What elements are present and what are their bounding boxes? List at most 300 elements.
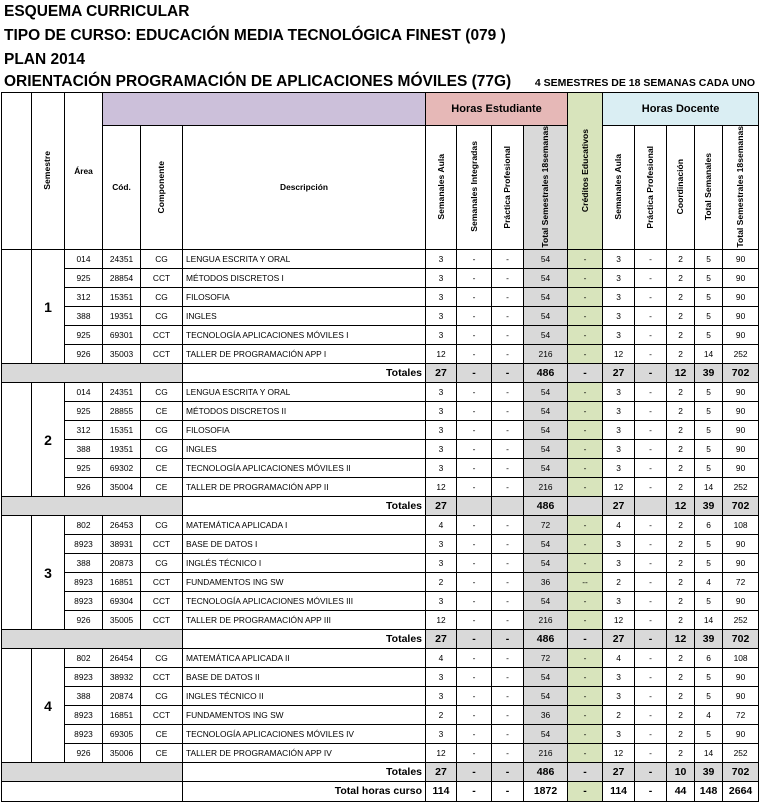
total-doc-total-semanales: 39 <box>695 364 723 383</box>
cell-componente: CE <box>141 725 183 744</box>
cell-cod: 28854 <box>103 269 141 288</box>
cell-est-semanales-aula: 3 <box>426 668 457 687</box>
cell-cod: 16851 <box>103 706 141 725</box>
cell-est-semanales-aula: 3 <box>426 307 457 326</box>
cell-doc-coordinacion: 2 <box>667 687 695 706</box>
cell-componente: CE <box>141 744 183 763</box>
cell-doc-total-semestrales: 90 <box>723 269 759 288</box>
table-row <box>2 307 759 326</box>
cell-doc-semanales-aula: 4 <box>603 516 635 535</box>
cell-doc-coordinacion: 2 <box>667 402 695 421</box>
cell-cod: 38931 <box>103 535 141 554</box>
cell-area: 926 <box>65 478 103 497</box>
cell-componente: CCT <box>141 345 183 364</box>
semester-number: 4 <box>32 649 65 763</box>
cell-est-semanales-integradas: - <box>457 573 492 592</box>
cell-doc-total-semanales: 5 <box>695 326 723 345</box>
totals-row <box>2 364 759 383</box>
table-row <box>2 478 759 497</box>
cell-est-total: 54 <box>524 592 568 611</box>
grand-doc-semanales-aula: 114 <box>603 782 635 802</box>
cell-doc-total-semanales: 4 <box>695 706 723 725</box>
cell-doc-total-semanales: 5 <box>695 383 723 402</box>
cell-est-practica: - <box>492 288 524 307</box>
table-row <box>2 725 759 744</box>
grand-est-semanales-integradas: - <box>457 782 492 802</box>
cell-area: 925 <box>65 402 103 421</box>
total-doc-coordinacion: 10 <box>667 763 695 782</box>
row-blank <box>2 250 32 364</box>
cell-doc-semanales-aula: 3 <box>603 535 635 554</box>
cell-creditos: - <box>568 687 603 706</box>
cell-area: 926 <box>65 611 103 630</box>
col-semestre: Semestre <box>32 93 65 250</box>
cell-cod: 15351 <box>103 288 141 307</box>
total-doc-semanales-aula: 27 <box>603 364 635 383</box>
table-row <box>2 706 759 725</box>
cell-doc-coordinacion: 2 <box>667 288 695 307</box>
table-row <box>2 326 759 345</box>
cell-doc-total-semestrales: 90 <box>723 668 759 687</box>
cell-doc-semanales-aula: 4 <box>603 649 635 668</box>
cell-cod: 19351 <box>103 440 141 459</box>
cell-est-total: 36 <box>524 573 568 592</box>
cell-area: 8923 <box>65 706 103 725</box>
row-blank <box>2 516 32 630</box>
semester-number: 2 <box>32 383 65 497</box>
totals-row <box>2 763 759 782</box>
cell-est-practica: - <box>492 649 524 668</box>
total-doc-practica: - <box>635 630 667 649</box>
cell-est-semanales-integradas: - <box>457 269 492 288</box>
cell-doc-coordinacion: 2 <box>667 611 695 630</box>
cell-descripcion: FILOSOFIA <box>183 421 426 440</box>
cell-est-total: 216 <box>524 611 568 630</box>
cell-doc-total-semanales: 5 <box>695 459 723 478</box>
total-est-semanales-aula: 27 <box>426 497 457 516</box>
cell-doc-coordinacion: 2 <box>667 668 695 687</box>
cell-doc-total-semanales: 6 <box>695 516 723 535</box>
cell-est-total: 216 <box>524 345 568 364</box>
cell-doc-total-semanales: 5 <box>695 687 723 706</box>
cell-est-semanales-integradas: - <box>457 535 492 554</box>
cell-doc-coordinacion: 2 <box>667 383 695 402</box>
cell-doc-total-semestrales: 90 <box>723 440 759 459</box>
grand-total-row <box>2 782 759 802</box>
cell-cod: 38932 <box>103 668 141 687</box>
grand-doc-total-semestrales: 2664 <box>723 782 759 802</box>
cell-doc-total-semanales: 5 <box>695 535 723 554</box>
total-creditos: - <box>568 630 603 649</box>
cell-est-semanales-integradas: - <box>457 706 492 725</box>
cell-est-total: 72 <box>524 516 568 535</box>
cell-cod: 35003 <box>103 345 141 364</box>
col-creditos: Créditos Educativos <box>568 93 603 250</box>
totals-row <box>2 630 759 649</box>
totals-label: Totales <box>183 763 426 782</box>
cell-cod: 24351 <box>103 383 141 402</box>
plan-label: PLAN 2014 <box>4 51 85 68</box>
cell-componente: CCT <box>141 573 183 592</box>
table-row <box>2 744 759 763</box>
cell-descripcion: BASE DE DATOS I <box>183 535 426 554</box>
cell-doc-semanales-aula: 3 <box>603 402 635 421</box>
col-est-practica: Práctica Profesional <box>492 126 524 250</box>
cell-descripcion: INGLES <box>183 307 426 326</box>
cell-est-semanales-aula: 2 <box>426 706 457 725</box>
cell-doc-practica: - <box>635 288 667 307</box>
cell-area: 802 <box>65 649 103 668</box>
grand-est-practica: - <box>492 782 524 802</box>
cell-cod: 35005 <box>103 611 141 630</box>
cell-componente: CCT <box>141 269 183 288</box>
cell-descripcion: MATEMÁTICA APLICADA I <box>183 516 426 535</box>
cell-est-semanales-integradas: - <box>457 611 492 630</box>
cell-descripcion: BASE DE DATOS II <box>183 668 426 687</box>
total-creditos: - <box>568 763 603 782</box>
col-cod: Cód. <box>103 126 141 250</box>
total-est-total: 486 <box>524 630 568 649</box>
cell-doc-semanales-aula: 3 <box>603 725 635 744</box>
cell-doc-total-semanales: 5 <box>695 307 723 326</box>
cell-est-practica: - <box>492 269 524 288</box>
cell-est-semanales-integradas: - <box>457 440 492 459</box>
cell-creditos: - <box>568 402 603 421</box>
col-doc-practica: Práctica Profesional <box>635 126 667 250</box>
orientation-label: ORIENTACIÓN PROGRAMACIÓN DE APLICACIONES MÓVILES (77G) <box>4 73 512 90</box>
cell-doc-total-semestrales: 90 <box>723 402 759 421</box>
total-doc-total-semanales: 39 <box>695 630 723 649</box>
document-title: ESQUEMA CURRICULAR <box>4 3 190 20</box>
table-row <box>2 611 759 630</box>
cell-doc-total-semanales: 5 <box>695 725 723 744</box>
cell-est-practica: - <box>492 250 524 269</box>
total-est-total: 486 <box>524 364 568 383</box>
cell-descripcion: MÉTODOS DISCRETOS II <box>183 402 426 421</box>
horas-docente-header: Horas Docente <box>603 93 759 126</box>
col-doc-semanales-aula: Semanales Aula <box>603 126 635 250</box>
col-area: Área <box>65 93 103 250</box>
cell-area: 8923 <box>65 668 103 687</box>
cell-doc-total-semestrales: 90 <box>723 725 759 744</box>
table-row <box>2 269 759 288</box>
cell-est-practica: - <box>492 592 524 611</box>
cell-doc-practica: - <box>635 554 667 573</box>
cell-est-semanales-aula: 12 <box>426 744 457 763</box>
cell-creditos: - <box>568 421 603 440</box>
cell-est-semanales-aula: 3 <box>426 592 457 611</box>
cell-est-practica: - <box>492 535 524 554</box>
purple-header-band <box>103 93 426 126</box>
cell-est-total: 54 <box>524 668 568 687</box>
table-row <box>2 459 759 478</box>
cell-doc-total-semestrales: 108 <box>723 516 759 535</box>
total-est-total: 486 <box>524 497 568 516</box>
total-est-semanales-aula: 27 <box>426 630 457 649</box>
total-doc-total-semanales: 39 <box>695 763 723 782</box>
cell-est-semanales-integradas: - <box>457 383 492 402</box>
cell-est-practica: - <box>492 687 524 706</box>
col-blank <box>2 93 32 250</box>
cell-doc-practica: - <box>635 440 667 459</box>
cell-descripcion: MATEMÁTICA APLICADA II <box>183 649 426 668</box>
total-doc-practica: - <box>635 763 667 782</box>
cell-doc-practica: - <box>635 744 667 763</box>
cell-area: 388 <box>65 687 103 706</box>
grand-total-blank <box>2 782 183 802</box>
cell-doc-total-semestrales: 108 <box>723 649 759 668</box>
cell-doc-total-semanales: 14 <box>695 611 723 630</box>
cell-est-total: 54 <box>524 535 568 554</box>
cell-doc-semanales-aula: 3 <box>603 250 635 269</box>
table-row <box>2 573 759 592</box>
cell-descripcion: FUNDAMENTOS ING SW <box>183 706 426 725</box>
cell-doc-total-semestrales: 90 <box>723 307 759 326</box>
cell-est-total: 72 <box>524 649 568 668</box>
total-est-practica: - <box>492 630 524 649</box>
total-doc-coordinacion: 12 <box>667 630 695 649</box>
cell-est-total: 54 <box>524 288 568 307</box>
cell-est-practica: - <box>492 402 524 421</box>
cell-componente: CG <box>141 307 183 326</box>
cell-est-semanales-aula: 12 <box>426 478 457 497</box>
cell-area: 8923 <box>65 535 103 554</box>
cell-doc-total-semestrales: 90 <box>723 383 759 402</box>
cell-descripcion: LENGUA ESCRITA Y ORAL <box>183 250 426 269</box>
cell-creditos: - <box>568 288 603 307</box>
cell-creditos: - <box>568 706 603 725</box>
cell-doc-coordinacion: 2 <box>667 516 695 535</box>
horas-estudiante-header: Horas Estudiante <box>426 93 568 126</box>
cell-doc-total-semanales: 5 <box>695 288 723 307</box>
cell-est-practica: - <box>492 516 524 535</box>
cell-est-semanales-integradas: - <box>457 725 492 744</box>
cell-area: 388 <box>65 307 103 326</box>
cell-doc-total-semanales: 4 <box>695 573 723 592</box>
col-doc-total-semanales: Total Semanales <box>695 126 723 250</box>
table-row <box>2 649 759 668</box>
cell-descripcion: TECNOLOGÍA APLICACIONES MÓVILES I <box>183 326 426 345</box>
grand-est-semanales-aula: 114 <box>426 782 457 802</box>
col-doc-coordinacion: Coordinación <box>667 126 695 250</box>
cell-doc-semanales-aula: 3 <box>603 383 635 402</box>
cell-est-semanales-aula: 12 <box>426 611 457 630</box>
cell-creditos: - <box>568 440 603 459</box>
cell-descripcion: INGLES <box>183 440 426 459</box>
cell-area: 925 <box>65 269 103 288</box>
cell-creditos: - <box>568 535 603 554</box>
cell-descripcion: TECNOLOGÍA APLICACIONES MÓVILES IV <box>183 725 426 744</box>
cell-est-semanales-integradas: - <box>457 288 492 307</box>
cell-est-practica: - <box>492 706 524 725</box>
cell-doc-practica: - <box>635 345 667 364</box>
cell-descripcion: FUNDAMENTOS ING SW <box>183 573 426 592</box>
cell-doc-coordinacion: 2 <box>667 573 695 592</box>
cell-est-practica: - <box>492 478 524 497</box>
cell-area: 802 <box>65 516 103 535</box>
cell-cod: 26453 <box>103 516 141 535</box>
cell-creditos: - <box>568 611 603 630</box>
cell-est-practica: - <box>492 573 524 592</box>
cell-est-semanales-aula: 2 <box>426 573 457 592</box>
cell-doc-practica: - <box>635 687 667 706</box>
cell-est-practica: - <box>492 421 524 440</box>
cell-doc-total-semestrales: 90 <box>723 326 759 345</box>
cell-doc-total-semanales: 5 <box>695 554 723 573</box>
cell-doc-coordinacion: 2 <box>667 725 695 744</box>
cell-est-semanales-integradas: - <box>457 668 492 687</box>
total-est-total: 486 <box>524 763 568 782</box>
cell-area: 925 <box>65 459 103 478</box>
cell-est-total: 54 <box>524 725 568 744</box>
cell-componente: CCT <box>141 326 183 345</box>
totals-label: Totales <box>183 497 426 516</box>
cell-doc-practica: - <box>635 592 667 611</box>
table-row <box>2 687 759 706</box>
table-row <box>2 554 759 573</box>
cell-creditos: - <box>568 345 603 364</box>
cell-est-practica: - <box>492 554 524 573</box>
cell-componente: CCT <box>141 592 183 611</box>
cell-est-semanales-integradas: - <box>457 649 492 668</box>
cell-doc-practica: - <box>635 402 667 421</box>
cell-creditos: - <box>568 478 603 497</box>
total-creditos <box>568 497 603 516</box>
cell-doc-semanales-aula: 12 <box>603 611 635 630</box>
cell-doc-total-semestrales: 252 <box>723 345 759 364</box>
cell-est-practica: - <box>492 307 524 326</box>
cell-doc-coordinacion: 2 <box>667 706 695 725</box>
cell-componente: CE <box>141 478 183 497</box>
cell-est-semanales-aula: 3 <box>426 421 457 440</box>
cell-descripcion: MÉTODOS DISCRETOS I <box>183 269 426 288</box>
cell-doc-practica: - <box>635 573 667 592</box>
cell-doc-total-semestrales: 252 <box>723 744 759 763</box>
cell-creditos: - <box>568 668 603 687</box>
cell-doc-semanales-aula: 3 <box>603 459 635 478</box>
total-est-practica: - <box>492 364 524 383</box>
cell-est-total: 54 <box>524 440 568 459</box>
cell-cod: 19351 <box>103 307 141 326</box>
table-row <box>2 383 759 402</box>
cell-componente: CG <box>141 687 183 706</box>
cell-doc-total-semanales: 5 <box>695 402 723 421</box>
cell-est-semanales-integradas: - <box>457 421 492 440</box>
cell-componente: CG <box>141 383 183 402</box>
cell-area: 388 <box>65 554 103 573</box>
totals-blank <box>2 630 183 649</box>
cell-est-practica: - <box>492 440 524 459</box>
cell-est-semanales-aula: 3 <box>426 725 457 744</box>
cell-descripcion: INGLES TÉCNICO II <box>183 687 426 706</box>
cell-est-practica: - <box>492 744 524 763</box>
cell-doc-coordinacion: 2 <box>667 326 695 345</box>
total-creditos: - <box>568 364 603 383</box>
cell-est-semanales-integradas: - <box>457 250 492 269</box>
cell-doc-coordinacion: 2 <box>667 459 695 478</box>
grand-total-label: Total horas curso <box>183 782 426 802</box>
cell-creditos: - <box>568 592 603 611</box>
cell-creditos: - <box>568 516 603 535</box>
cell-descripcion: LENGUA ESCRITA Y ORAL <box>183 383 426 402</box>
cell-area: 8923 <box>65 573 103 592</box>
cell-est-semanales-integradas: - <box>457 326 492 345</box>
cell-est-semanales-aula: 3 <box>426 459 457 478</box>
cell-est-semanales-integradas: - <box>457 478 492 497</box>
cell-creditos: - <box>568 649 603 668</box>
cell-est-practica: - <box>492 459 524 478</box>
cell-componente: CG <box>141 516 183 535</box>
table-row <box>2 516 759 535</box>
col-est-total: Total Semestrales 18semanas <box>524 126 568 250</box>
cell-doc-semanales-aula: 3 <box>603 421 635 440</box>
cell-doc-semanales-aula: 3 <box>603 668 635 687</box>
cell-est-total: 54 <box>524 554 568 573</box>
cell-area: 014 <box>65 250 103 269</box>
cell-doc-practica: - <box>635 668 667 687</box>
cell-doc-total-semanales: 5 <box>695 269 723 288</box>
cell-componente: CG <box>141 421 183 440</box>
cell-doc-practica: - <box>635 611 667 630</box>
cell-doc-practica: - <box>635 706 667 725</box>
cell-doc-semanales-aula: 3 <box>603 288 635 307</box>
cell-est-total: 54 <box>524 687 568 706</box>
total-est-practica: - <box>492 763 524 782</box>
total-doc-semanales-aula: 27 <box>603 763 635 782</box>
cell-descripcion: TALLER DE PROGRAMACIÓN APP III <box>183 611 426 630</box>
cell-doc-coordinacion: 2 <box>667 250 695 269</box>
cell-creditos: - <box>568 250 603 269</box>
total-doc-coordinacion: 12 <box>667 497 695 516</box>
total-doc-practica: - <box>635 364 667 383</box>
cell-doc-practica: - <box>635 478 667 497</box>
cell-doc-total-semanales: 14 <box>695 345 723 364</box>
cell-doc-total-semanales: 5 <box>695 250 723 269</box>
course-type: TIPO DE CURSO: EDUCACIÓN MEDIA TECNOLÓGICA FINEST (079 ) <box>4 27 506 44</box>
cell-componente: CG <box>141 649 183 668</box>
cell-componente: CCT <box>141 611 183 630</box>
cell-componente: CE <box>141 402 183 421</box>
cell-doc-semanales-aula: 3 <box>603 307 635 326</box>
cell-doc-semanales-aula: 3 <box>603 269 635 288</box>
total-doc-practica <box>635 497 667 516</box>
col-descripcion: Descripción <box>183 126 426 250</box>
total-est-semanales-aula: 27 <box>426 364 457 383</box>
totals-label: Totales <box>183 630 426 649</box>
total-est-semanales-integradas: - <box>457 763 492 782</box>
cell-est-total: 54 <box>524 402 568 421</box>
row-blank <box>2 383 32 497</box>
cell-doc-total-semanales: 5 <box>695 421 723 440</box>
cell-doc-semanales-aula: 12 <box>603 345 635 364</box>
cell-est-semanales-integradas: - <box>457 307 492 326</box>
cell-est-semanales-aula: 4 <box>426 516 457 535</box>
cell-est-semanales-integradas: - <box>457 516 492 535</box>
total-doc-total-semanales: 39 <box>695 497 723 516</box>
cell-cod: 69305 <box>103 725 141 744</box>
total-doc-semanales-aula: 27 <box>603 630 635 649</box>
cell-area: 926 <box>65 345 103 364</box>
cell-doc-semanales-aula: 3 <box>603 554 635 573</box>
cell-est-total: 54 <box>524 459 568 478</box>
cell-doc-practica: - <box>635 326 667 345</box>
total-est-semanales-integradas: - <box>457 364 492 383</box>
cell-est-total: 216 <box>524 744 568 763</box>
cell-doc-practica: - <box>635 250 667 269</box>
col-est-semanales-aula: Semanales Aula <box>426 126 457 250</box>
grand-est-total: 1872 <box>524 782 568 802</box>
cell-doc-coordinacion: 2 <box>667 421 695 440</box>
